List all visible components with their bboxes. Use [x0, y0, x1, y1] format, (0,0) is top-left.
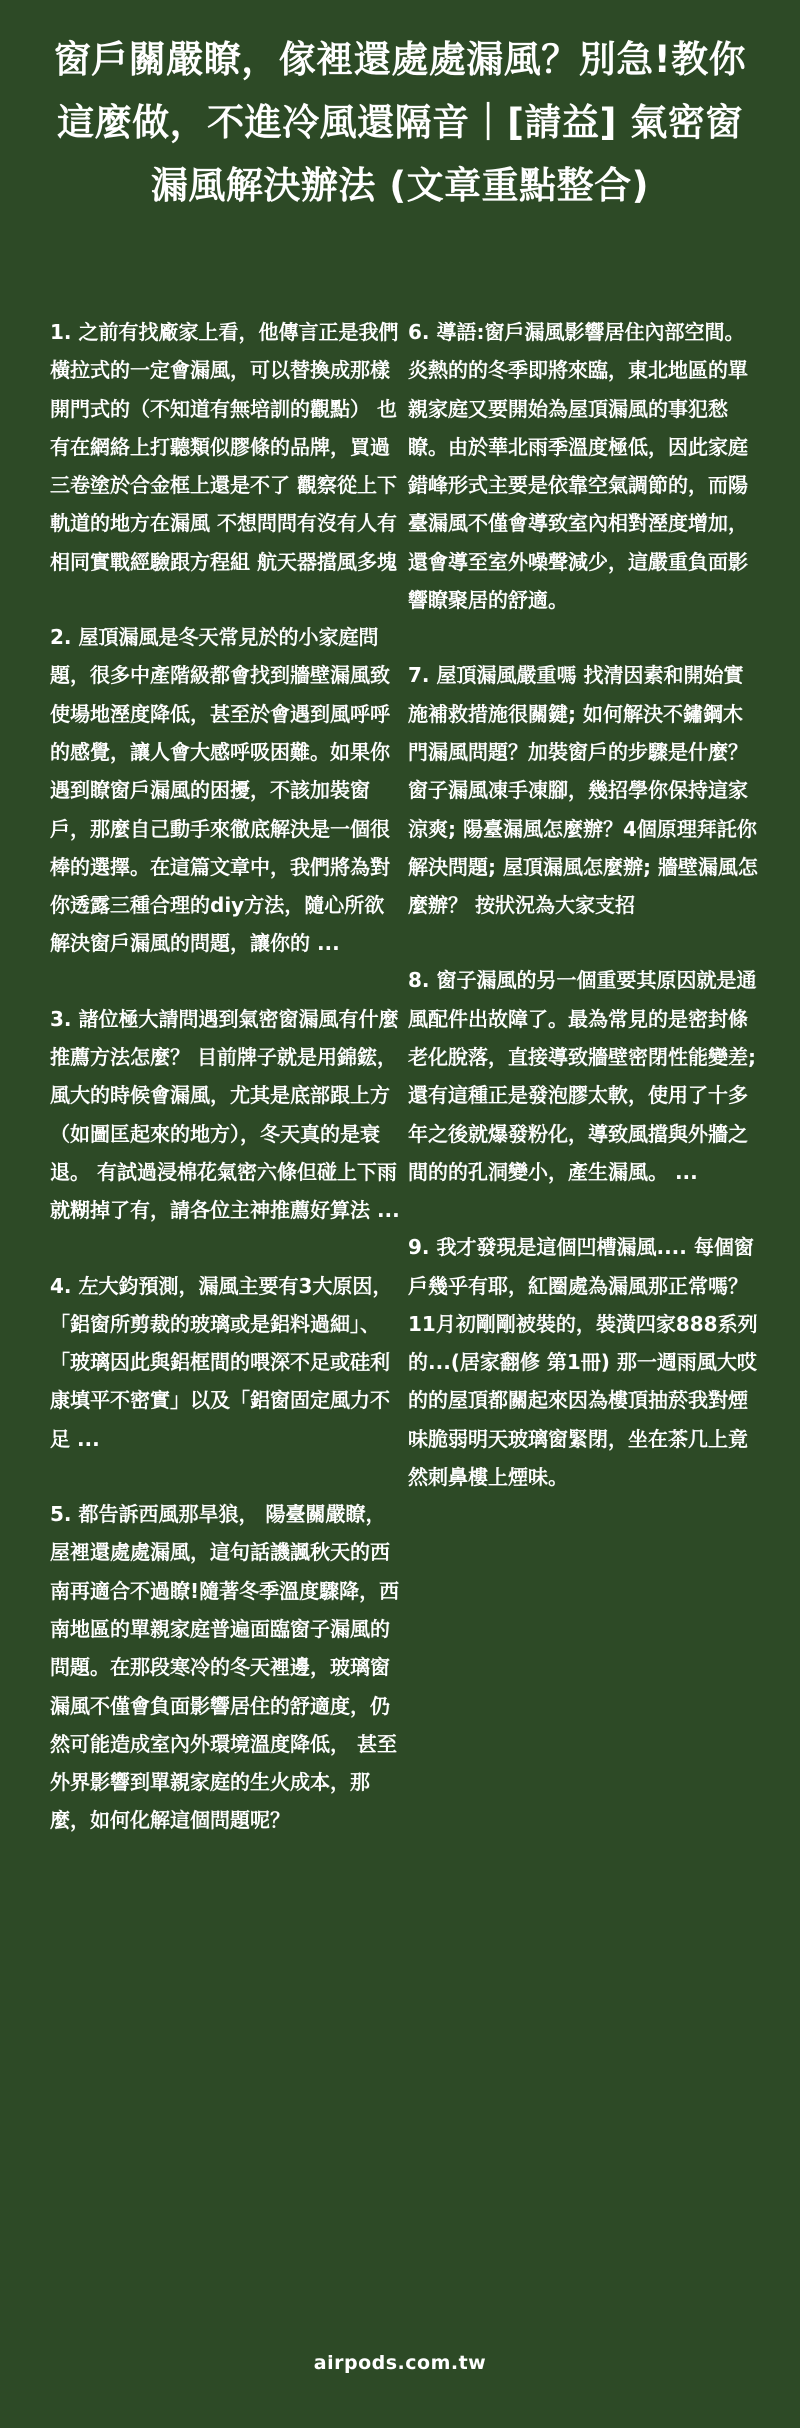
list-item: 5. 都告訴西風那旱狼， 陽臺關嚴瞭，屋裡還處處漏風，這句話譏諷秋天的西南再適合不過瞭!隨著冬季溫度驟降，西南地區的單親家庭普遍面臨窗子漏風的問題。在那段寒冷的冬天裡邊，玻璃窗漏風不僅會負面影響居住的舒適度，仍然可能造成室內外環境溫度降低， 甚至外界影響到單親家庭的生火成本，那麼，如何化解這個問題呢？ [50, 1502, 400, 1833]
right-column [408, 313, 760, 1533]
list-item: 7. 屋頂漏風嚴重嗎 找清因素和開始實施補救措施很關鍵; 如何解決不鏽鋼木門漏風問題？加裝窗戶的步驟是什麼？ 窗子漏風凍手凍腳，幾招學你保持這家涼爽; 陽臺漏風怎麼辦？4個原理拜託你解決問題; 屋頂漏風怎麼辦; 牆壁漏風怎麼辦？ 按狀況為大家支招 [408, 663, 758, 918]
list-item: 4. 左大鈞預測，漏風主要有3大原因，「鋁窗所剪裁的玻璃或是鋁料過細」、「玻璃因此與鋁框間的喂深不足或硅利康填平不密實」以及「鋁窗固定風力不足 ... [50, 1273, 393, 1451]
list-item: 6. 導語:窗戶漏風影響居住內部空間。炎熱的的冬季即將來臨，東北地區的單親家庭又要開始為屋頂漏風的事犯愁瞭。由於華北雨季溫度極低，因此家庭錯峰形式主要是依靠空氣調節的，而陽臺漏風不僅會導致室內相對溼度增加，還會導至室外噪聲減少，這嚴重負面影響瞭聚居的舒適。 [408, 320, 748, 613]
list-item: 3. 諸位極大請問遇到氣密窗漏風有什麼推薦方法怎麼？ 目前牌子就是用錦鋐，風大的時候會漏風，尤其是底部跟上方（如圖匡起來的地方），冬天真的是衰退。 有試過浸棉花氣密六條但碰上下雨就糊掉了有，請各位主神推薦好算法 ... [50, 1006, 400, 1223]
left-column [50, 313, 402, 1877]
list-item: 2. 屋頂漏風是冬天常見於的小家庭問題，很多中產階級都會找到牆壁漏風致使場地溼度降低，甚至於會遇到風呼呼的感覺，讓人會大感呼吸困難。如果你遇到瞭窗戶漏風的困擾，不該加裝窗戶，那麼自己動手來徹底解決是一個很棒的選擇。在這篇文章中，我們將為對你透露三種合理的diy方法，隨心所欲解決窗戶漏風的問題，讓你的 ... [50, 625, 390, 956]
list-item: 9. 我才發現是這個凹槽漏風.... 每個窗戶幾乎有耶，紅圈處為漏風那正常嗎？11月初剛剛被裝的，裝潢四家888系列的...(居家翻修 第1冊) 那一週雨風大哎的的屋頂都關起來因為樓頂抽菸我對煙味脆弱明天玻璃窗緊閉，坐在茶几上竟然刺鼻樓上煙味。 [408, 1235, 758, 1490]
list-item: 1. 之前有找廠家上看，他傳言正是我們橫拉式的一定會漏風，可以替換成那樣開門式的（不知道有無培訓的觀點） 也有在網絡上打聽類似膠條的品牌，買過三卷塗於合金框上還是不了 觀察從上下軌道的地方在漏風 不想問問有沒有人有相同實戰經驗跟方程組 航天器擋風多塊 [50, 320, 399, 574]
footer-site-name: airpods.com.tw [313, 2352, 487, 2374]
list-item: 8. 窗子漏風的另一個重要其原因就是通風配件出故障了。最為常見的是密封條老化脫落，直接導致牆壁密閉性能變差;還有這種正是發泡膠太軟，使用了十多年之後就爆發粉化，導致風擋與外牆之間的的孔洞變小，產生漏風。 ... [408, 968, 757, 1184]
page-title: 窗戶關嚴瞭，傢裡還處處漏風？別急!教你這麼做，不進冷風還隔音｜[請益] 氣密窗漏風解決辦法 (文章重點整合) [53, 38, 747, 207]
